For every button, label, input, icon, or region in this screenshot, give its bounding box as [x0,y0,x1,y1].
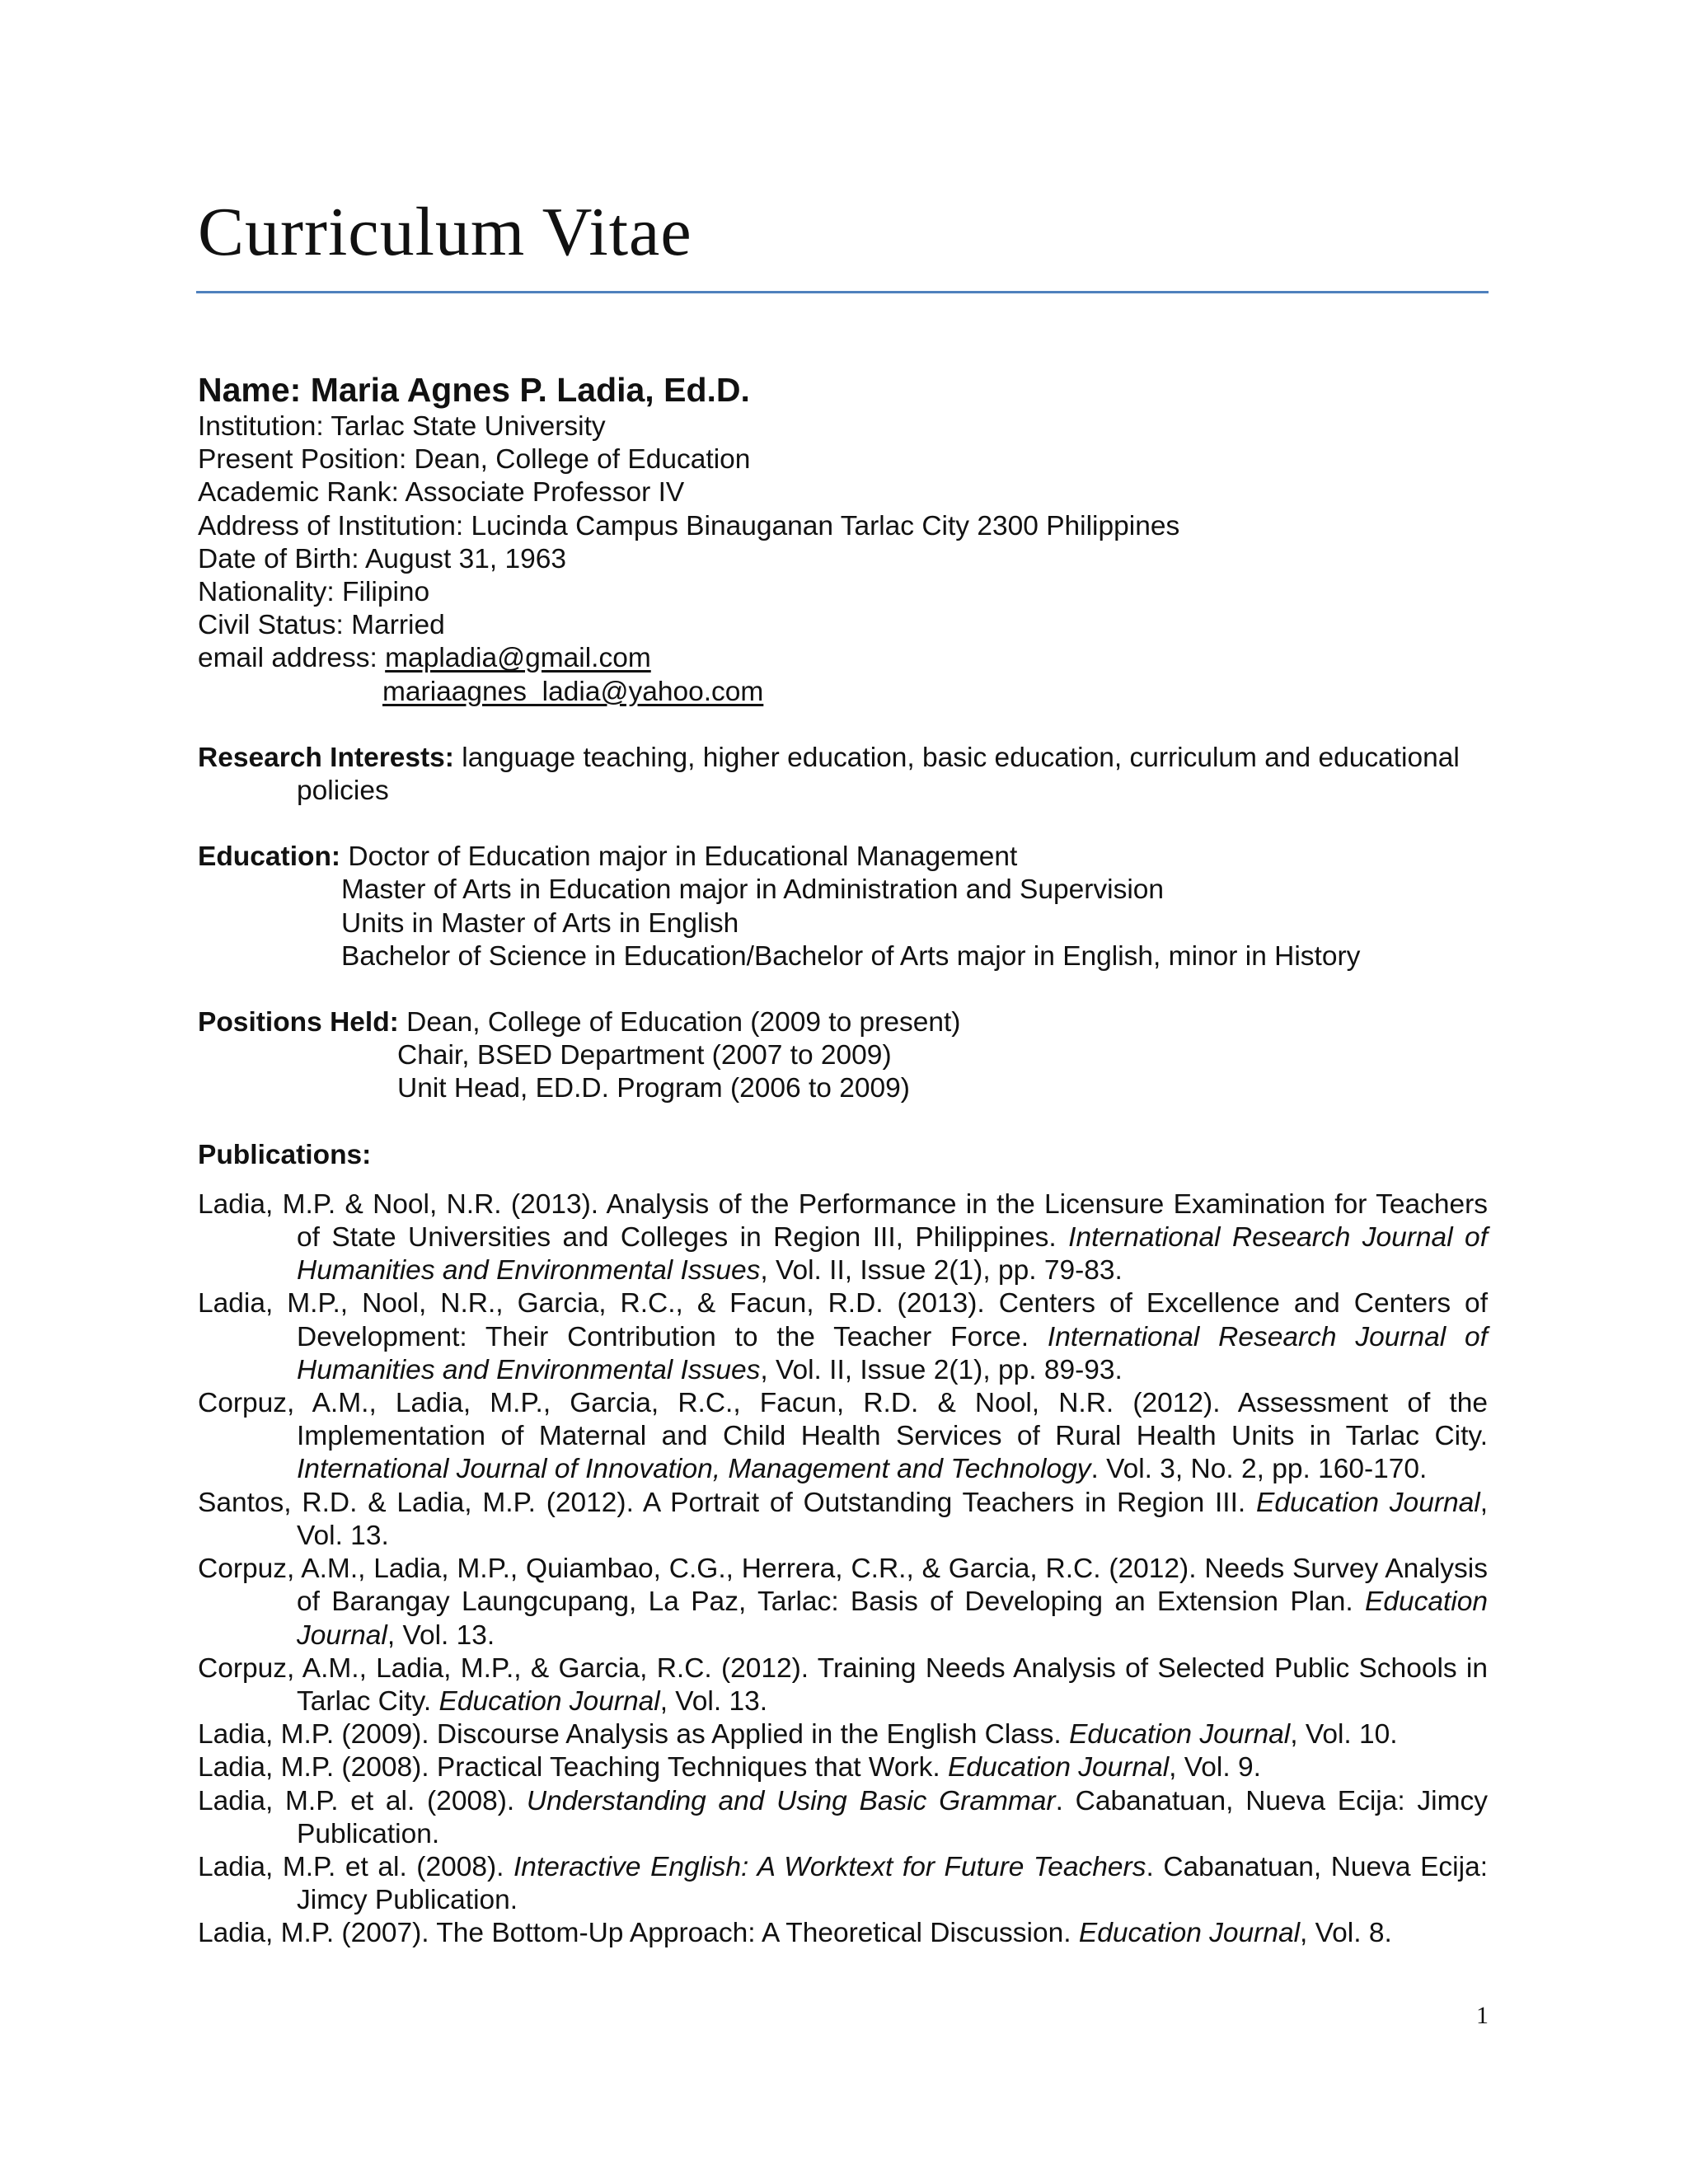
nationality-line: Nationality: Filipino [198,577,430,608]
academic-rank-line: Academic Rank: Associate Professor IV [198,477,685,509]
publication-text: Ladia, M.P. (2009). Discourse Analysis as Applied in the English Class. [198,1719,1070,1750]
publication-venue: International Research Journal of Humanities and Environmental Issues [297,1222,1488,1286]
publication-entry [198,1718,1488,1751]
positions-section [198,1006,1488,1106]
publication-text: Corpuz, A.M., Ladia, M.P., Garcia, R.C., Facun, R.D. & Nool, N.R. (2012). Assessment of the Implementation of Maternal and Child Health Services of Rural Health Units in Tarlac City. [198,1388,1488,1452]
publication-details: , Vol. 9. [1169,1752,1261,1783]
publication-text: Ladia, M.P. (2007). The Bottom-Up Approach: A Theoretical Discussion. [198,1918,1079,1949]
research-interests-section [198,742,1488,808]
present-position-line: Present Position: Dean, College of Education [198,444,751,476]
publication-details: . Cabanatuan, Nueva Ecija: Jimcy Publication. [297,1785,1488,1849]
publication-venue: Understanding and Using Basic Grammar [526,1785,1056,1816]
publication-details: , Vol. II, Issue 2(1), pp. 89-93. [760,1354,1123,1385]
publication-details: , Vol. 8. [1300,1918,1392,1949]
publication-text: Ladia, M.P. et al. (2008). [198,1785,527,1816]
email-link-gmail[interactable]: mapladia@gmail.com [385,643,651,674]
personal-info [198,369,1488,709]
institution-line: Institution: Tarlac State University [198,411,606,442]
position-item: Unit Head, ED.D. Program (2006 to 2009) [397,1073,910,1104]
publication-text: Ladia, M.P. & Nool, N.R. (2013). Analysis of the Performance in the Licensure Examination for Teachers of State Universities and Colleges in Region III, Philippines. [198,1188,1488,1254]
positions-first-line [198,1006,1488,1039]
publication-text: Ladia, M.P. (2008). Practical Teaching Techniques that Work. [198,1752,948,1783]
position-item: Chair, BSED Department (2007 to 2009) [397,1040,892,1071]
publication-details: , Vol. 13. [387,1619,495,1651]
publication-venue: International Journal of Innovation, Management and Technology [297,1454,1091,1485]
publication-entry [198,1487,1488,1553]
publication-details: , Vol. 13. [659,1685,768,1717]
education-first-line [198,841,1488,874]
email-line-secondary [198,676,1488,709]
publication-venue: Education Journal [438,1685,660,1717]
publications-heading: Publications: [198,1139,372,1170]
publication-entry [198,1387,1488,1487]
education-item: Doctor of Education major in Educational Management [348,841,1018,873]
title-divider [196,291,1489,293]
publication-entry [198,1652,1488,1718]
publication-entry [198,1851,1488,1917]
person-name: Name: Maria Agnes P. Ladia, Ed.D. [198,371,750,409]
email-link-yahoo[interactable]: mariaagnes_ladia@yahoo.com [382,676,764,707]
publication-entry [198,1785,1488,1851]
publication-details: . Vol. 3, No. 2, pp. 160-170. [1090,1454,1428,1485]
publications-list [198,1188,1488,1951]
education-section [198,841,1488,973]
education-item: Bachelor of Science in Education/Bachelor of Arts major in English, minor in History [341,940,1361,972]
publication-entry [198,1917,1488,1950]
page-number: 1 [1476,2002,1489,2029]
publication-entry [198,1553,1488,1652]
publication-text: Ladia, M.P., Nool, N.R., Garcia, R.C., & Facun, R.D. (2013). Centers of Excellence and Centers of Development: Their Contribution to the Teacher Force. [198,1288,1488,1352]
publication-entry [198,1751,1488,1784]
publication-entry [198,1188,1488,1288]
positions-label: Positions Held: [198,1007,399,1038]
education-item: Units in Master of Arts in English [341,907,739,939]
publication-entry [198,1287,1488,1387]
document-title: Curriculum Vitae [198,194,692,270]
publication-venue: International Research Journal of Humanities and Environmental Issues [297,1321,1488,1385]
publication-venue: Education Journal [1078,1918,1301,1949]
publication-details: , Vol. II, Issue 2(1), pp. 79-83. [760,1255,1123,1286]
publication-venue: Education Journal [1256,1487,1480,1518]
email-line [198,642,1488,675]
publication-text: Santos, R.D. & Ladia, M.P. (2012). A Portrait of Outstanding Teachers in Region III. [198,1487,1257,1518]
research-interests-text: language teaching, higher education, basic education, curriculum and educational policies [297,742,1460,807]
publication-details: . Cabanatuan, Nueva Ecija: Jimcy Publication. [297,1851,1489,1916]
address-line: Address of Institution: Lucinda Campus Binauganan Tarlac City 2300 Philippines [198,510,1180,541]
publication-venue: Education Journal [947,1752,1170,1783]
education-label: Education: [198,841,341,873]
publication-details: , Vol. 13. [297,1487,1488,1551]
research-interests-label: Research Interests: [198,742,454,773]
publication-text: Corpuz, A.M., Ladia, M.P., Quiambao, C.G., Herrera, C.R., & Garcia, R.C. (2012). Needs Survey Analysis of Barangay Laungcupang, La Paz, Tarlac: Basis of Developing an Extension Plan. [198,1554,1488,1618]
publication-text: Ladia, M.P. et al. (2008). [198,1851,513,1882]
date-of-birth-line: Date of Birth: August 31, 1963 [198,543,566,574]
publication-venue: Education Journal [297,1586,1488,1651]
civil-status-line: Civil Status: Married [198,610,445,641]
publication-text: Corpuz, A.M., Ladia, M.P., & Garcia, R.C. (2012). Training Needs Analysis of Selected Public Schools in Tarlac City. [198,1652,1488,1717]
publication-venue: Interactive English: A Worktext for Future Teachers [513,1851,1146,1882]
position-item: Dean, College of Education (2009 to present) [406,1007,961,1038]
cv-content [198,369,1488,1951]
publication-venue: Education Journal [1069,1719,1291,1750]
email-label: email address: [198,643,386,674]
education-item: Master of Arts in Education major in Administration and Supervision [341,874,1165,906]
publication-details: , Vol. 10. [1290,1719,1398,1750]
